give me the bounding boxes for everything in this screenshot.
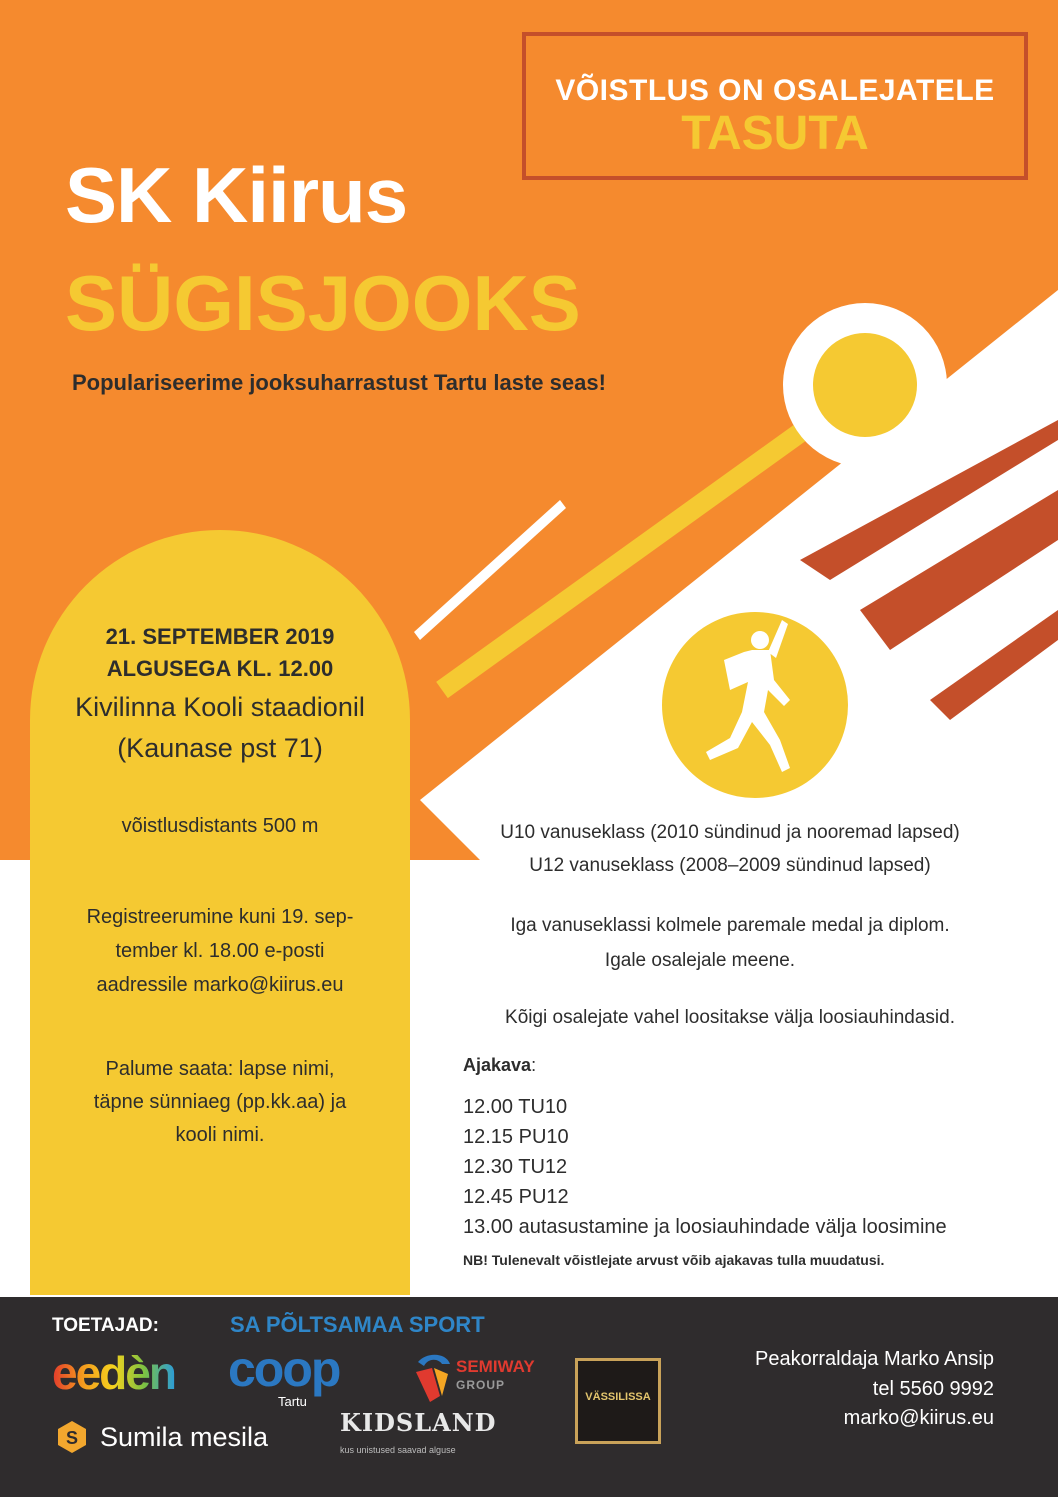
registration-line: Registreerumine kuni 19. sep- <box>86 906 354 928</box>
sponsor-poltsamaa: SA PÕLTSAMAA SPORT <box>230 1312 485 1337</box>
sponsor-coop-logo: coop <box>228 1341 340 1397</box>
schedule-title: Ajakava: <box>463 1055 537 1075</box>
schedule-list <box>463 1092 947 1242</box>
organizer-phone: tel 5560 9992 <box>872 1378 994 1400</box>
sponsor-kidsland-slogan: kus unistused saavad alguse <box>340 1445 456 1455</box>
sponsor-vassilissa-logo: VÄSSILISSA <box>575 1358 661 1444</box>
sponsor-sumila: Sumila mesila <box>100 1422 269 1452</box>
registration-info <box>30 900 410 1002</box>
sponsor-eeden-logo: eedèn <box>52 1347 175 1399</box>
tagline: Populariseerime jooksuharrastust Tartu laste seas! <box>72 370 606 395</box>
schedule-item: 12.45 PU12 <box>463 1186 569 1208</box>
organizer-email[interactable]: marko@kiirus.eu <box>843 1407 994 1429</box>
yellow-ball <box>813 333 917 437</box>
class-u10: U10 vanuseklass (2010 sündinud ja nooremad lapsed) <box>500 822 960 843</box>
registration-line: aadressile marko@kiirus.eu <box>96 974 344 996</box>
schedule-item: 12.30 TU12 <box>463 1156 568 1178</box>
send-info-line: Palume saata: lapse nimi, <box>105 1058 335 1080</box>
send-info <box>30 1053 410 1152</box>
event-distance: võistlusdistants 500 m <box>121 815 319 837</box>
send-info-line: täpne sünniaeg (pp.kk.aa) ja <box>93 1091 347 1113</box>
prize-lottery: Kõigi osalejate vahel loositakse välja loosiauhindasid. <box>505 1007 955 1028</box>
sumila-icon-letter: S <box>65 1428 79 1448</box>
sumila-hexagon-icon <box>55 1420 89 1454</box>
event-start-time: ALGUSEGA KL. 12.00 <box>106 656 334 681</box>
send-info-line: kooli nimi. <box>175 1124 265 1146</box>
prize-souvenir: Igale osalejale meene. <box>604 950 796 971</box>
schedule-item: 12.00 TU10 <box>463 1096 568 1118</box>
sponsor-semiway-group: GROUP <box>456 1378 506 1392</box>
schedule-note: NB! Tulenevalt võistlejate arvust võib ajakavas tulla muudatusi. <box>463 1252 885 1268</box>
prize-medals: Iga vanuseklassi kolmele paremale medal ja diplom. <box>510 915 950 936</box>
event-address: (Kaunase pst 71) <box>117 733 323 763</box>
sponsor-semiway: SEMIWAY <box>456 1357 535 1376</box>
schedule-item: 12.15 PU10 <box>463 1126 569 1148</box>
schedule-item: 13.00 autasustamine ja loosiauhindade välja loosimine <box>463 1216 947 1238</box>
free-entry-badge <box>522 32 1028 180</box>
title-club: SK Kiirus <box>65 151 408 239</box>
event-venue: Kivilinna Kooli staadionil <box>75 692 365 722</box>
class-u12: U12 vanuseklass (2008–2009 sündinud lapsed) <box>529 855 931 876</box>
registration-line: tember kl. 18.00 e-posti <box>115 940 325 962</box>
title-event: SÜGISJOOKS <box>65 259 581 347</box>
badge-line2: TASUTA <box>681 107 869 160</box>
badge-line1: VÕISTLUS ON OSALEJATELE <box>555 74 995 107</box>
organizer-name: Peakorraldaja Marko Ansip <box>754 1348 994 1370</box>
semiway-icon <box>412 1352 454 1404</box>
event-date: 21. SEPTEMBER 2019 <box>105 624 335 649</box>
sponsor-kidsland: KIDSLAND <box>340 1408 497 1437</box>
sponsors-label: TOETAJAD: <box>52 1315 159 1336</box>
sponsor-coop-city: Tartu <box>278 1394 307 1409</box>
